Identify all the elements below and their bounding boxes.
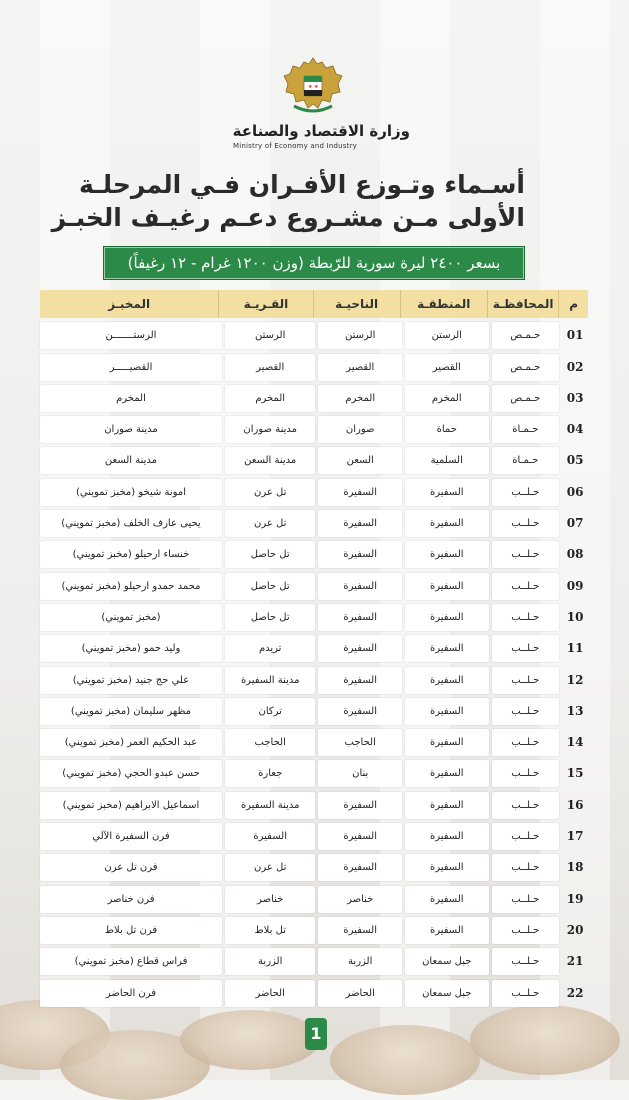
cell-region: السفيرة — [405, 635, 489, 662]
cell-region: السفيرة — [405, 917, 489, 944]
cell-bakery: (مخبز تمويني) — [40, 604, 222, 631]
cell-region: حماة — [405, 416, 489, 443]
page-number: 1 — [305, 1018, 327, 1050]
cell-bakery: امونة شيخو (مخبز تمويني) — [40, 479, 222, 506]
table-row — [40, 322, 588, 349]
table-row — [40, 354, 588, 381]
cell-bakery: فرن تل بلاط — [40, 917, 222, 944]
cell-bakery: مدينة صوران — [40, 416, 222, 443]
cell-region: جبل سمعان — [405, 980, 489, 1007]
header-district: الناحيـة — [314, 290, 401, 318]
row-number: 05 — [566, 453, 584, 468]
cell-district: صوران — [318, 416, 402, 443]
cell-region: السفيرة — [405, 854, 489, 881]
cell-village: المخرم — [225, 385, 315, 412]
cell-governorate: حـلــب — [492, 948, 560, 975]
header-village: القـريـة — [219, 290, 313, 318]
cell-village: الحاجب — [225, 729, 315, 756]
cell-village: السفيرة — [225, 823, 315, 850]
cell-bakery: محمد حمدو ارحيلو (مخبز تمويني) — [40, 573, 222, 600]
cell-governorate: حـلــب — [492, 698, 560, 725]
cell-district: السفيرة — [318, 604, 402, 631]
cell-district: السعن — [318, 447, 402, 474]
cell-region: السفيرة — [405, 729, 489, 756]
table-row — [40, 541, 588, 568]
cell-district: السفيرة — [318, 792, 402, 819]
row-number: 04 — [566, 422, 584, 437]
cell-governorate: حـلــب — [492, 541, 560, 568]
cell-district: السفيرة — [318, 479, 402, 506]
table-row — [40, 886, 588, 913]
header-governorate: المحافظـة — [488, 290, 559, 318]
bread-decoration — [470, 1005, 620, 1075]
table-row — [40, 604, 588, 631]
ministry-name-arabic: وزارة الاقتصاد والصناعة — [232, 122, 410, 140]
cell-governorate: حـلــب — [492, 792, 560, 819]
eagle-emblem-icon — [280, 54, 346, 120]
cell-district: المخرم — [318, 385, 402, 412]
cell-district: الحاضر — [318, 980, 402, 1007]
cell-governorate: حـلــب — [492, 854, 560, 881]
page-title-line-2: الأولى مـن مشـروع دعـم رغيـف الخبـز — [51, 203, 525, 232]
svg-text:★: ★ — [314, 84, 319, 90]
cell-village: تل حاصل — [225, 541, 315, 568]
cell-region: السفيرة — [405, 541, 489, 568]
bread-decoration — [330, 1025, 480, 1095]
cell-bakery: عبد الحكيم العمر (مخبز تمويني) — [40, 729, 222, 756]
bakeries-table — [40, 290, 588, 1007]
cell-bakery: وليد حمو (مخبز تمويني) — [40, 635, 222, 662]
cell-village: الرستن — [225, 322, 315, 349]
cell-village: الزربة — [225, 948, 315, 975]
header-region: المنطقـة — [401, 290, 488, 318]
header-num: م — [569, 297, 579, 311]
cell-village: تل عرن — [225, 854, 315, 881]
cell-governorate: حـلــب — [492, 510, 560, 537]
cell-district: خناصر — [318, 886, 402, 913]
row-number: 09 — [566, 578, 584, 593]
table-row — [40, 760, 588, 787]
cell-governorate: حـلــب — [492, 980, 560, 1007]
table-row — [40, 573, 588, 600]
cell-region: السفيرة — [405, 573, 489, 600]
table-row — [40, 447, 588, 474]
cell-governorate: حـلــب — [492, 729, 560, 756]
row-number: 10 — [566, 609, 584, 624]
cell-village: تل عرن — [225, 510, 315, 537]
cell-district: السفيرة — [318, 573, 402, 600]
cell-district: السفيرة — [318, 854, 402, 881]
cell-governorate: حـلــب — [492, 760, 560, 787]
cell-bakery: الرستـــــــن — [40, 322, 222, 349]
cell-bakery: اسماعيل الابراهيم (مخبز تمويني) — [40, 792, 222, 819]
cell-village: الحاضر — [225, 980, 315, 1007]
cell-village: مدينة السفيرة — [225, 792, 315, 819]
table-row — [40, 823, 588, 850]
cell-region: السفيرة — [405, 479, 489, 506]
row-number: 11 — [566, 641, 584, 656]
svg-text:★: ★ — [308, 84, 313, 90]
cell-bakery: القصيـــــر — [40, 354, 222, 381]
cell-governorate: حـلــب — [492, 917, 560, 944]
row-number: 15 — [566, 766, 584, 781]
cell-district: بنان — [318, 760, 402, 787]
cell-bakery: خنساء ارحيلو (مخبز تمويني) — [40, 541, 222, 568]
row-number: 07 — [566, 516, 584, 531]
table-row — [40, 635, 588, 662]
bread-decoration — [180, 1010, 320, 1070]
row-number: 03 — [566, 390, 584, 405]
cell-governorate: حـمـص — [492, 385, 560, 412]
table-row — [40, 698, 588, 725]
cell-governorate: حـلــب — [492, 886, 560, 913]
table-body — [40, 322, 588, 1006]
table-row — [40, 980, 588, 1007]
table-row — [40, 854, 588, 881]
cell-governorate: حـمـص — [492, 354, 560, 381]
cell-governorate: حـلــب — [492, 823, 560, 850]
cell-village: تل بلاط — [225, 917, 315, 944]
cell-bakery: المخرم — [40, 385, 222, 412]
cell-governorate: حـلــب — [492, 604, 560, 631]
cell-bakery: فرن تل عرن — [40, 854, 222, 881]
price-subtitle: بسعر ٢٤٠٠ ليرة سورية للرّبطة (وزن ١٢٠٠ غرام - ١٢ رغيفاً) — [104, 247, 524, 279]
page-title-line-1: أسـماء وتـوزع الأفـران فـي المرحلـة — [78, 170, 525, 199]
cell-village: مدينة السفيرة — [225, 667, 315, 694]
cell-region: السلمية — [405, 447, 489, 474]
row-number: 19 — [566, 891, 584, 906]
cell-region: السفيرة — [405, 760, 489, 787]
ministry-name-english: Ministry of Economy and Industry — [232, 142, 358, 150]
row-number: 21 — [566, 954, 584, 969]
table-row — [40, 479, 588, 506]
cell-bakery: مظهر سليمان (مخبز تمويني) — [40, 698, 222, 725]
cell-bakery: يحيى عارف الخلف (مخبز تمويني) — [40, 510, 222, 537]
cell-region: السفيرة — [405, 698, 489, 725]
cell-governorate: حـلــب — [492, 479, 560, 506]
row-number: 08 — [566, 547, 584, 562]
cell-region: الرستن — [405, 322, 489, 349]
cell-village: مدينة السعن — [225, 447, 315, 474]
cell-governorate: حـلــب — [492, 635, 560, 662]
cell-village: تل حاصل — [225, 604, 315, 631]
cell-region: السفيرة — [405, 667, 489, 694]
row-number: 14 — [566, 735, 584, 750]
cell-village: تل حاصل — [225, 573, 315, 600]
cell-governorate: حـلــب — [492, 573, 560, 600]
cell-region: السفيرة — [405, 792, 489, 819]
row-number: 18 — [566, 860, 584, 875]
table-row — [40, 667, 588, 694]
cell-bakery: فراس قطاع (مخبز تمويني) — [40, 948, 222, 975]
cell-bakery: فرن خناصر — [40, 886, 222, 913]
cell-district: السفيرة — [318, 698, 402, 725]
cell-region: السفيرة — [405, 604, 489, 631]
table-row — [40, 948, 588, 975]
cell-district: السفيرة — [318, 823, 402, 850]
header-bakery: المخبـز — [40, 290, 219, 318]
cell-region: القصير — [405, 354, 489, 381]
cell-region: المخرم — [405, 385, 489, 412]
table-row — [40, 917, 588, 944]
table-header — [40, 290, 588, 318]
cell-district: السفيرة — [318, 541, 402, 568]
table-row — [40, 385, 588, 412]
cell-village: تريدم — [225, 635, 315, 662]
cell-village: خناصر — [225, 886, 315, 913]
cell-district: السفيرة — [318, 917, 402, 944]
row-number: 06 — [566, 484, 584, 499]
cell-governorate: حـمـاة — [492, 416, 560, 443]
row-number: 22 — [566, 985, 584, 1000]
row-number: 16 — [566, 797, 584, 812]
cell-region: السفيرة — [405, 510, 489, 537]
cell-district: الحاجب — [318, 729, 402, 756]
cell-district: السفيرة — [318, 510, 402, 537]
cell-district: الزربة — [318, 948, 402, 975]
row-number: 01 — [566, 328, 584, 343]
cell-village: القصير — [225, 354, 315, 381]
cell-governorate: حـمـاة — [492, 447, 560, 474]
row-number: 13 — [566, 703, 584, 718]
table-row — [40, 510, 588, 537]
row-number: 12 — [566, 672, 584, 687]
cell-bakery: حسن عبدو الحجي (مخبز تمويني) — [40, 760, 222, 787]
cell-district: السفيرة — [318, 635, 402, 662]
cell-village: جعارة — [225, 760, 315, 787]
row-number: 20 — [566, 922, 584, 937]
cell-village: مدينة صوران — [225, 416, 315, 443]
cell-region: السفيرة — [405, 886, 489, 913]
cell-region: جبل سمعان — [405, 948, 489, 975]
cell-district: القصير — [318, 354, 402, 381]
cell-region: السفيرة — [405, 823, 489, 850]
cell-village: تل عرن — [225, 479, 315, 506]
cell-bakery: فرن الحاضر — [40, 980, 222, 1007]
table-row — [40, 792, 588, 819]
cell-bakery: فرن السفيرة الآلي — [40, 823, 222, 850]
cell-governorate: حـمـص — [492, 322, 560, 349]
table-row — [40, 416, 588, 443]
cell-district: السفيرة — [318, 667, 402, 694]
table-row — [40, 729, 588, 756]
cell-bakery: علي حج جنيد (مخبز تمويني) — [40, 667, 222, 694]
row-number: 02 — [566, 359, 584, 374]
cell-village: تركان — [225, 698, 315, 725]
cell-district: الرستن — [318, 322, 402, 349]
cell-bakery: مدينة السعن — [40, 447, 222, 474]
cell-governorate: حـلــب — [492, 667, 560, 694]
row-number: 17 — [566, 829, 584, 844]
